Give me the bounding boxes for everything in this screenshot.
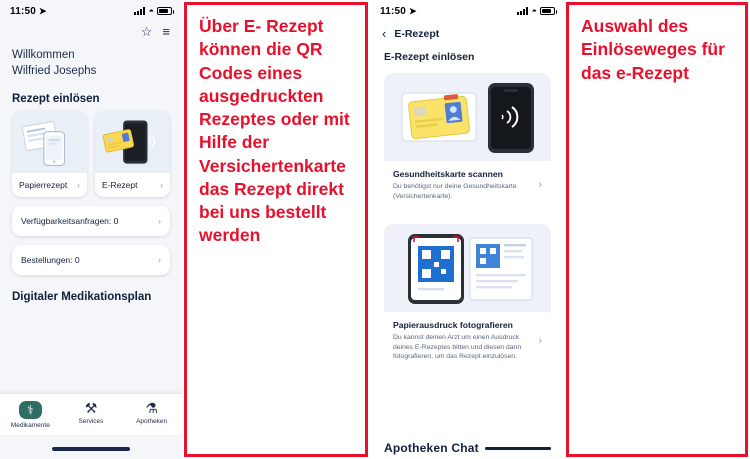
- tab-medikamente[interactable]: [0, 401, 60, 429]
- phone-scanning-qr-paper-illustration: [384, 224, 551, 312]
- card-erezept[interactable]: [95, 111, 170, 197]
- row-availability-requests-label: Verfügbarkeitsanfragen: 0: [21, 216, 119, 227]
- card-erezept-label: E-Rezept: [102, 180, 138, 191]
- chevron-right-icon: ›: [77, 180, 80, 191]
- home-top-icons: [0, 22, 182, 40]
- favorite-star-icon[interactable]: ☆: [140, 24, 153, 39]
- tab-apotheken[interactable]: [122, 401, 182, 425]
- status-bar-right: [370, 0, 565, 22]
- card-papierrezept[interactable]: [12, 111, 87, 197]
- health-card-and-phone-nfc-illustration: [384, 73, 551, 161]
- cellular-signal-icon: [517, 7, 529, 15]
- row-orders[interactable]: [12, 245, 170, 275]
- chevron-right-icon: ›: [538, 334, 542, 347]
- battery-icon: [157, 7, 172, 15]
- option-scan-health-card[interactable]: [384, 73, 551, 212]
- tab-services[interactable]: [61, 401, 121, 425]
- cellular-signal-icon: [134, 7, 146, 15]
- option-photo-title: Papierausdruck fotografieren: [393, 319, 513, 330]
- location-arrow-icon: ➤: [39, 5, 47, 16]
- chevron-right-icon: ›: [538, 179, 542, 192]
- footer-bar: [370, 441, 565, 455]
- wifi-icon: ◓: [148, 6, 154, 16]
- menu-hamburger-icon[interactable]: ≡: [162, 24, 170, 39]
- phone-screen-home: [0, 0, 182, 459]
- chevron-right-icon: ›: [160, 180, 163, 191]
- tab-apotheken-label: Apotheken: [136, 418, 168, 425]
- option-scan-subtitle: Du benötigst nur deine Gesundheitskarte (Versichertenkarte).: [393, 183, 517, 200]
- welcome-line-1: Willkommen: [12, 49, 75, 61]
- back-chevron-icon[interactable]: ‹: [382, 26, 387, 41]
- phone-screen-erezept: [370, 0, 565, 459]
- nav-bar: [370, 22, 565, 49]
- bottom-tab-bar: [0, 393, 182, 435]
- footer-label: Apotheken Chat: [384, 441, 479, 455]
- paper-prescription-illustration: [12, 111, 87, 173]
- welcome-line-2: Wilfried Josephs: [12, 64, 97, 77]
- tab-medikamente-label: Medikamente: [10, 422, 50, 429]
- pill-bottle-icon: ⚕: [19, 401, 42, 419]
- section-title-medication-plan: Digitaler Medikationsplan: [12, 291, 152, 304]
- welcome-block: [0, 40, 182, 81]
- row-availability-requests[interactable]: [12, 206, 170, 236]
- option-photograph-printout[interactable]: [384, 224, 551, 373]
- services-icon: ⚒: [84, 400, 98, 416]
- wifi-icon: ◓: [531, 6, 537, 16]
- option-scan-title: Gesundheitskarte scannen: [393, 169, 503, 179]
- smartphone-nfc-card-illustration: [95, 111, 170, 173]
- page-title: E-Rezept einlösen: [384, 51, 475, 63]
- section-title-redeem: Rezept einlösen: [12, 93, 100, 106]
- pharmacy-icon: ⚗: [145, 400, 158, 416]
- tab-services-label: Services: [78, 418, 104, 425]
- option-photo-subtitle: Du kannst deinen Arzt um einen Ausdruck deines E-Rezeptes bitten und diesen dann fotografieren, um das Rezept einzulösen.: [393, 333, 522, 361]
- location-arrow-icon: ➤: [409, 5, 417, 16]
- annotation-erezept-explanation: Über E- Rezept können die QR Codes eines ausgedruckten Rezeptes oder mit Hilfe der Versichertenkarte das Rezept direkt bei uns bestellt werden: [184, 2, 368, 457]
- status-bar-left: [0, 0, 182, 22]
- row-orders-label: Bestellungen: 0: [21, 255, 80, 266]
- home-indicator-left: [52, 447, 130, 451]
- status-time: 11:50: [380, 5, 407, 17]
- battery-icon: [540, 7, 555, 15]
- status-time: 11:50: [10, 5, 37, 17]
- redeem-card-list: [0, 111, 182, 197]
- annotation-selection-explanation: Auswahl des Einlöseweges für das e-Rezept: [566, 2, 748, 457]
- chevron-right-icon: ›: [158, 255, 161, 266]
- card-papierrezept-label: Papierrezept: [19, 180, 68, 191]
- footer-line: [485, 447, 551, 450]
- nav-title: E-Rezept: [394, 27, 440, 40]
- chevron-right-icon: ›: [158, 216, 161, 227]
